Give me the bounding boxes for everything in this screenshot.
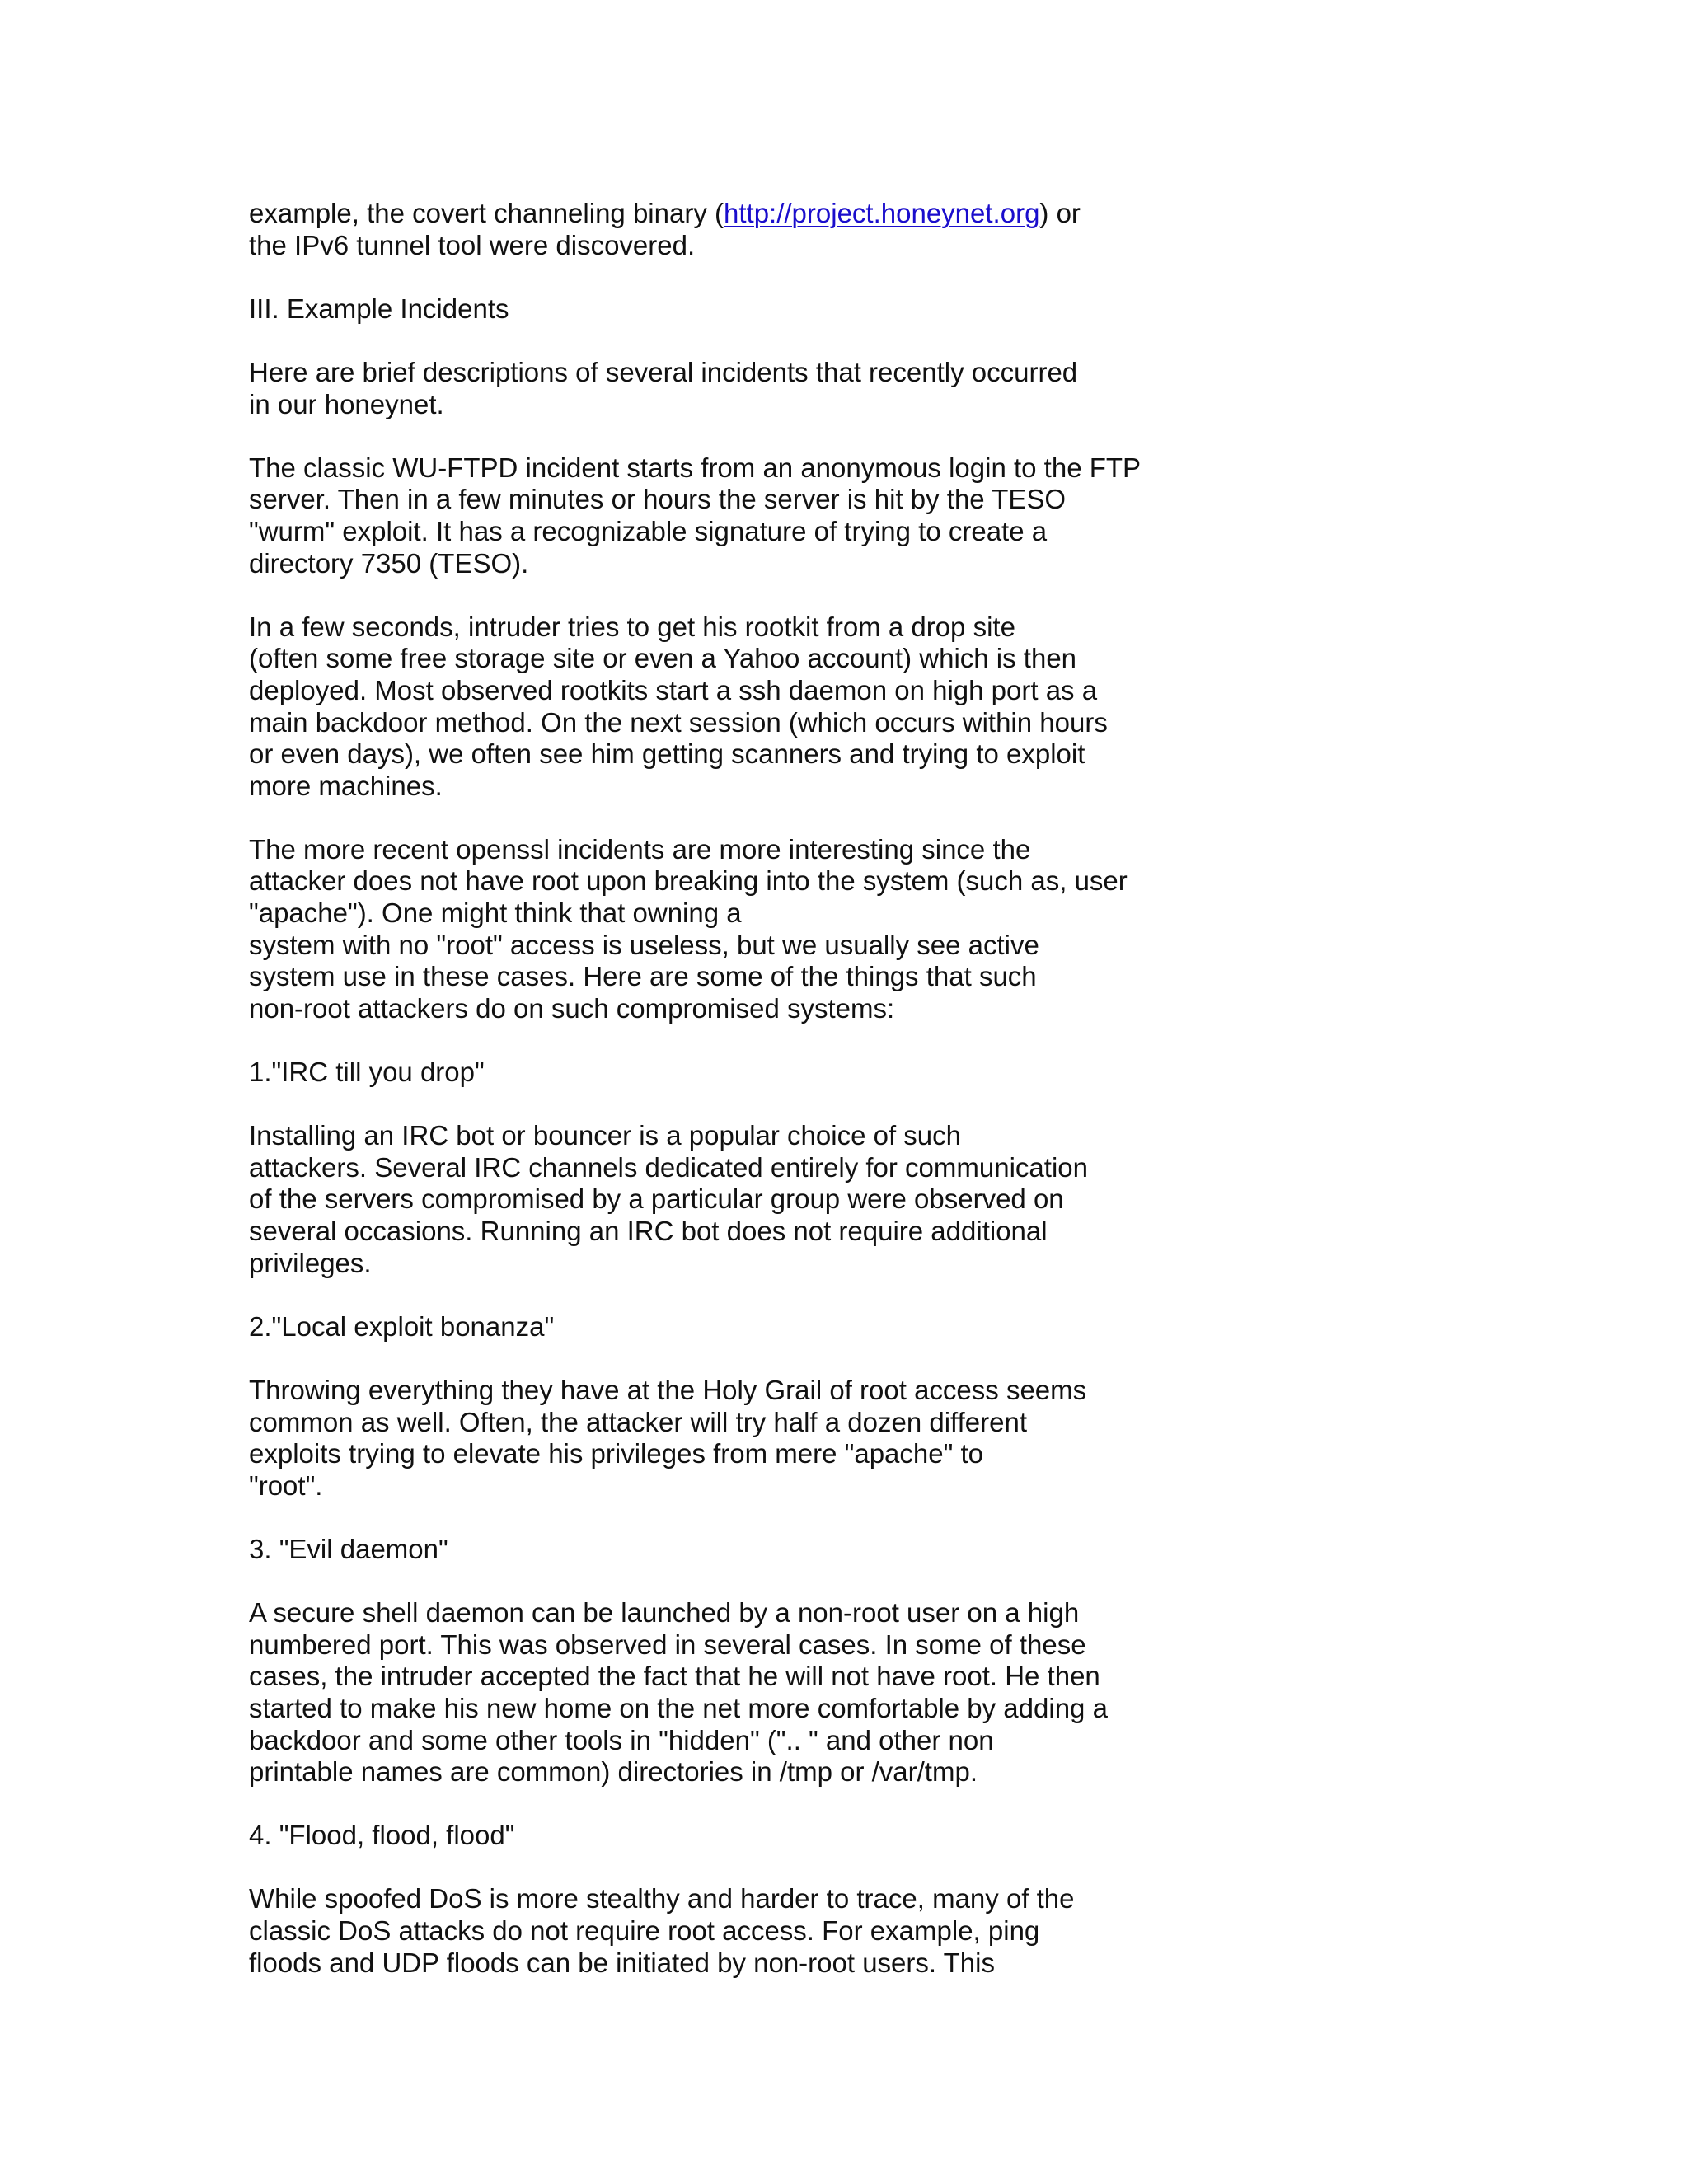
- paragraph-6-line: Installing an IRC bot or bouncer is a popular choice of such: [249, 1120, 961, 1151]
- spacer: [249, 1279, 1485, 1311]
- item-3-heading: 3. "Evil daemon": [249, 1533, 448, 1564]
- paragraph-4-line: more machines.: [249, 770, 443, 801]
- spacer: [249, 802, 1485, 834]
- paragraph-4-line: In a few seconds, intruder tries to get his rootkit from a drop site: [249, 611, 1015, 642]
- paragraph-1-line-2: the IPv6 tunnel tool were discovered.: [249, 229, 696, 260]
- paragraph-3-line: directory 7350 (TESO).: [249, 547, 529, 579]
- honeynet-link[interactable]: http://project.honeynet.org: [724, 198, 1040, 228]
- paragraph-3-line: server. Then in a few minutes or hours the server is hit by the TESO: [249, 484, 1067, 515]
- paragraph-6-line: attackers. Several IRC channels dedicated entirely for communication: [249, 1151, 1088, 1183]
- paragraph-5-line: attacker does not have root upon breaking into the system (such as, user: [249, 865, 1128, 897]
- paragraph-2-line: Here are brief descriptions of several incidents that recently occurred: [249, 356, 1078, 387]
- paragraph-9-line: classic DoS attacks do not require root access. For example, ping: [249, 1915, 1040, 1947]
- paragraph-5-line: non-root attackers do on such compromised systems:: [249, 992, 895, 1024]
- paragraph-8-line: numbered port. This was observed in several cases. In some of these: [249, 1629, 1086, 1660]
- paragraph-8-line: started to make his new home on the net more comfortable by adding a: [249, 1692, 1108, 1723]
- paragraph-8-line: A secure shell daemon can be launched by a non-root user on a high: [249, 1597, 1080, 1629]
- spacer: [249, 1024, 1485, 1057]
- paragraph-8-line: backdoor and some other tools in "hidden" (".. " and other non: [249, 1724, 994, 1755]
- paragraph-5-line: system use in these cases. Here are some of the things that such: [249, 961, 1037, 992]
- spacer: [249, 1566, 1485, 1598]
- document-page: [249, 198, 1485, 1979]
- paragraph-2-line: in our honeynet.: [249, 388, 444, 419]
- spacer: [249, 1343, 1485, 1375]
- paragraph-8-line: cases, the intruder accepted the fact that he will not have root. He then: [249, 1661, 1100, 1692]
- paragraph-3-line: The classic WU-FTPD incident starts from an anonymous login to the FTP: [249, 452, 1142, 483]
- paragraph-1-line-1: example, the covert channeling binary (http://project.honeynet.org) or: [249, 198, 1081, 228]
- paragraph-6-line: privileges.: [249, 1247, 372, 1278]
- spacer: [249, 1089, 1485, 1121]
- paragraph-4-line: deployed. Most observed rootkits start a ssh daemon on high port as a: [249, 674, 1098, 705]
- paragraph-9-line: While spoofed DoS is more stealthy and harder to trace, many of the: [249, 1883, 1075, 1915]
- paragraph-5-line: system with no "root" access is useless, but we usually see active: [249, 929, 1039, 960]
- spacer: [249, 261, 1485, 293]
- paragraph-7-line: Throwing everything they have at the Holy Grail of root access seems: [249, 1374, 1087, 1405]
- paragraph-9-line: floods and UDP floods can be initiated by non-root users. This: [249, 1947, 995, 1978]
- paragraph-5-line: The more recent openssl incidents are more interesting since the: [249, 833, 1031, 865]
- paragraph-7-line: "root".: [249, 1469, 323, 1501]
- paragraph-4-line: main backdoor method. On the next session (which occurs within hours: [249, 706, 1108, 738]
- spacer: [249, 579, 1485, 612]
- paragraph-4-line: (often some free storage site or even a Yahoo account) which is then: [249, 643, 1077, 674]
- paragraph-6-line: several occasions. Running an IRC bot does not require additional: [249, 1216, 1048, 1246]
- spacer: [249, 420, 1485, 452]
- paragraph-3-line: "wurm" exploit. It has a recognizable signature of trying to create a: [249, 515, 1048, 546]
- paragraph-7-line: common as well. Often, the attacker will try half a dozen different: [249, 1406, 1027, 1437]
- spacer: [249, 1788, 1485, 1821]
- paragraph-7-line: exploits trying to elevate his privileges from mere "apache" to: [249, 1438, 984, 1469]
- item-4-heading: 4. "Flood, flood, flood": [249, 1820, 515, 1851]
- spacer: [249, 1852, 1485, 1884]
- item-2-heading: 2."Local exploit bonanza": [249, 1310, 555, 1342]
- paragraph-8-line: printable names are common) directories in /tmp or /var/tmp.: [249, 1756, 978, 1788]
- spacer: [249, 325, 1485, 357]
- section-heading: III. Example Incidents: [249, 293, 509, 324]
- paragraph-6-line: of the servers compromised by a particular group were observed on: [249, 1183, 1064, 1215]
- paragraph-4-line: or even days), we often see him getting scanners and trying to exploit: [249, 738, 1085, 770]
- paragraph-5-line: "apache"). One might think that owning a: [249, 898, 742, 929]
- item-1-heading: 1."IRC till you drop": [249, 1057, 485, 1088]
- spacer: [249, 1502, 1485, 1534]
